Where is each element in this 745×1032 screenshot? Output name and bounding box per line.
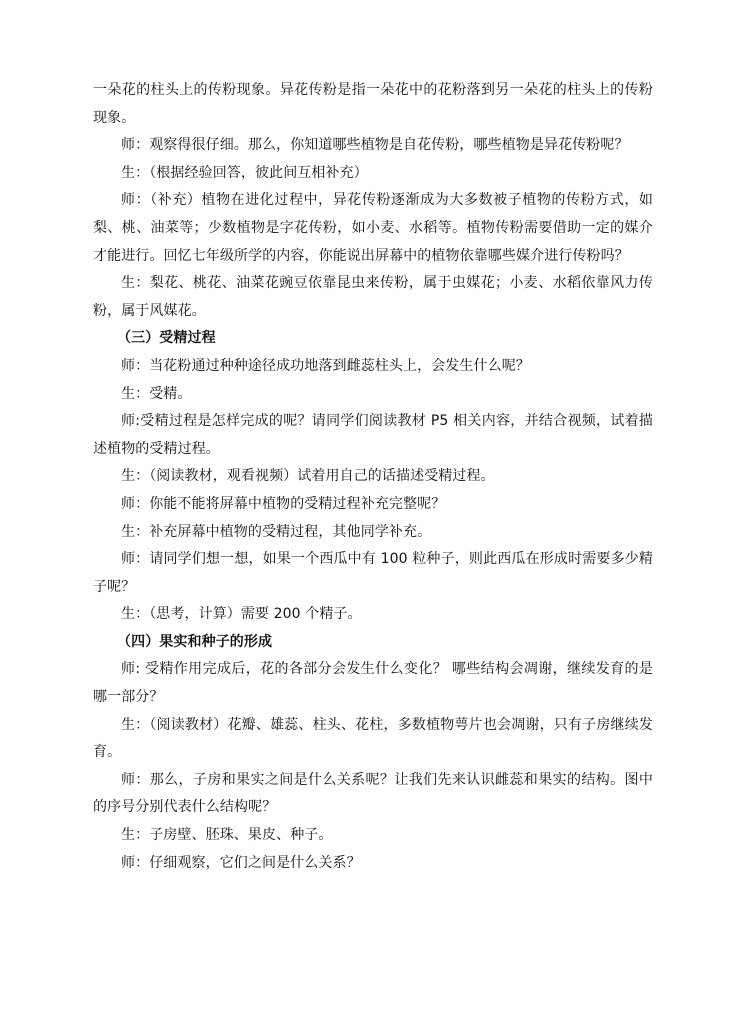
paragraph-teacher: 师：那么，子房和果实之间是什么关系呢？让我们先来认识雌蕊和果实的结构。图中的序号分别代表什么结构呢？ [93,771,653,816]
section-heading: （四）果实和种子的形成 [117,633,273,650]
paragraph-teacher: 师：请同学们想一想，如果一个西瓜中有 100 粒种子，则此西瓜在形成时需要多少精子呢？ [93,551,653,595]
paragraph-teacher: 师：当花粉通过种种途径成功地落到雌蕊柱头上，会发生什么呢？ [121,357,530,374]
paragraph-student: 生：（思考，计算）需要 200 个精子。 [121,606,362,623]
paragraph-teacher: 师: 受精作用完成后，花的各部分会发生什么变化？ 哪些结构会凋谢，继续发育的是哪一部分？ [93,661,653,706]
paragraph-student: 生：（阅读教材）花瓣、雄蕊、柱头、花柱，多数植物萼片也会凋谢，只有子房继续发育。 [93,716,653,761]
paragraph-continuation: 一朵花的柱头上的传粉现象。异花传粉是指一朵花中的花粉落到另一朵花的柱头上的传粉现象。 [93,82,653,126]
paragraph-student: 生：子房壁、胚珠、果皮、种子。 [121,827,333,844]
paragraph-student: 生：（阅读教材，观看视频）试着用自己的话描述受精过程。 [121,468,495,485]
paragraph-student: 生：补充屏幕中植物的受精过程，其他同学补充。 [121,523,432,540]
paragraph-student: 生：（根据经验回答，彼此间互相补充） [121,164,368,181]
paragraph-student: 生：受精。 [121,385,192,402]
paragraph-teacher: 师：你能不能将屏幕中植物的受精过程补充完整呢？ [121,495,446,512]
paragraph-teacher: 师：仔细观察，它们之间是什么关系？ [121,854,361,871]
paragraph-teacher: 师:受精过程是怎样完成的呢？请同学们阅读教材 P5 相关内容，并结合视频，试着描述植物的受精过程。 [93,413,653,457]
document-body [93,77,653,877]
paragraph-student: 生：梨花、桃花、油菜花豌豆依靠昆虫来传粉，属于虫媒花；小麦、水稻依靠风力传粉，属于风媒花。 [93,275,653,319]
paragraph-teacher: 师：（补充）植物在进化过程中，异花传粉逐渐成为大多数被子植物的传粉方式，如梨、桃、油菜等；少数植物是字花传粉，如小麦、水稻等。植物传粉需要借助一定的媒介才能进行。回忆七年级所学的内容，你能说出屏幕中的植物依靠哪些媒介进行传粉吗？ [93,192,653,264]
paragraph-teacher: 师：观察得很仔细。那么，你知道哪些植物是自花传粉，哪些植物是异花传粉呢？ [121,137,629,154]
section-heading: （三）受精过程 [117,330,216,347]
